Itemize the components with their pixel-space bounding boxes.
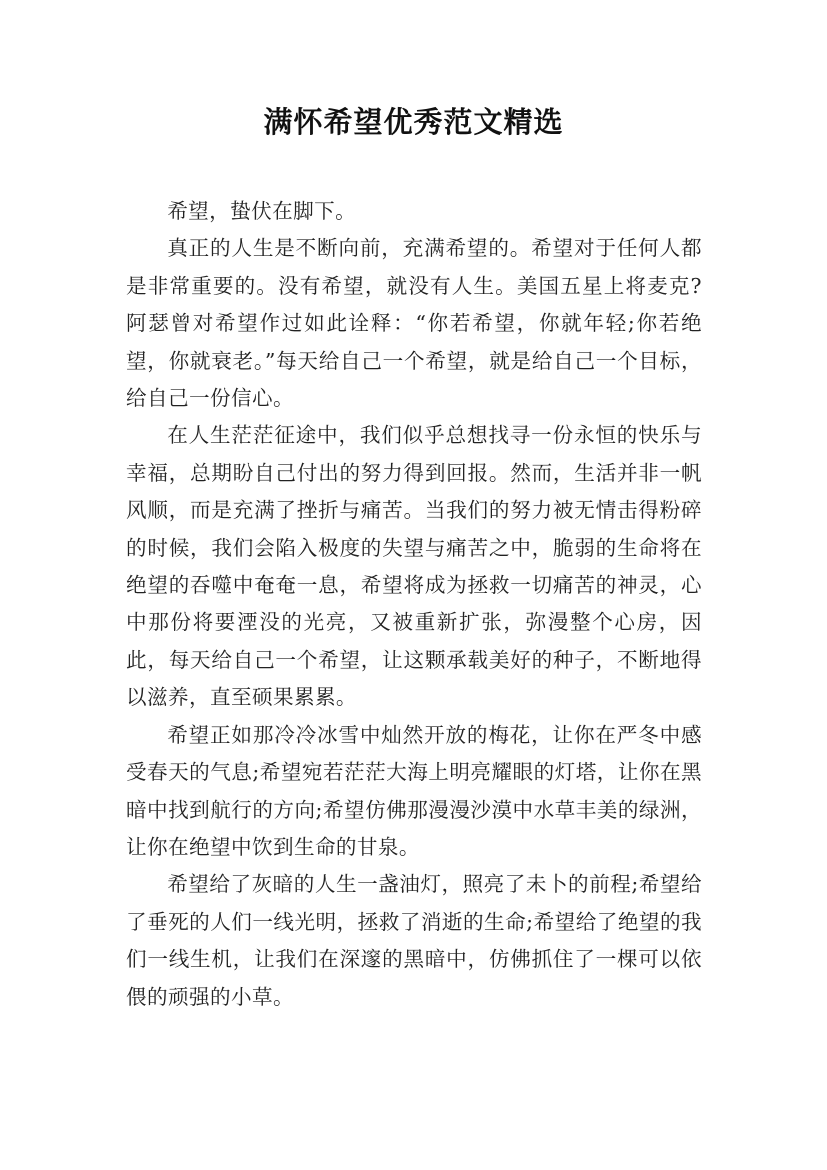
paragraph: 希望正如那冷冷冰雪中灿然开放的梅花，让你在严冬中感受春天的气息;希望宛若茫茫大海上明亮耀眼的灯塔，让你在黑暗中找到航行的方向;希望仿佛那漫漫沙漠中水草丰美的绿洲，让你在绝望中饮到生命的甘泉。 — [126, 722, 702, 859]
paragraph: 真正的人生是不断向前，充满希望的。希望对于任何人都是非常重要的。没有希望，就没有人生。美国五星上将麦克?阿瑟曾对希望作过如此诠释：“你若希望，你就年轻;你若绝望，你就衰老。”每天给自己一个希望，就是给自己一个目标，给自己一份信心。 — [126, 236, 702, 411]
paragraph: 在人生茫茫征途中，我们似乎总想找寻一份永恒的快乐与幸福，总期盼自己付出的努力得到回报。然而，生活并非一帆风顺，而是充满了挫折与痛苦。当我们的努力被无情击得粉碎的时候，我们会陷入极度的失望与痛苦之中，脆弱的生命将在绝望的吞噬中奄奄一息，希望将成为拯救一切痛苦的神灵，心中那份将要湮没的光亮，又被重新扩张，弥漫整个心房，因此，每天给自己一个希望，让这颗承载美好的种子，不断地得以滋养，直至硕果累累。 — [126, 423, 702, 710]
page-title: 满怀希望优秀范文精选 — [263, 105, 564, 139]
paragraph: 希望给了灰暗的人生一盏油灯，照亮了未卜的前程;希望给了垂死的人们一线光明，拯救了消逝的生命;希望给了绝望的我们一线生机，让我们在深邃的黑暗中，仿佛抓住了一棵可以依偎的顽强的小草。 — [126, 872, 702, 1009]
paragraph: 希望，蛰伏在脚下。 — [167, 199, 357, 223]
article-body — [126, 193, 702, 1016]
